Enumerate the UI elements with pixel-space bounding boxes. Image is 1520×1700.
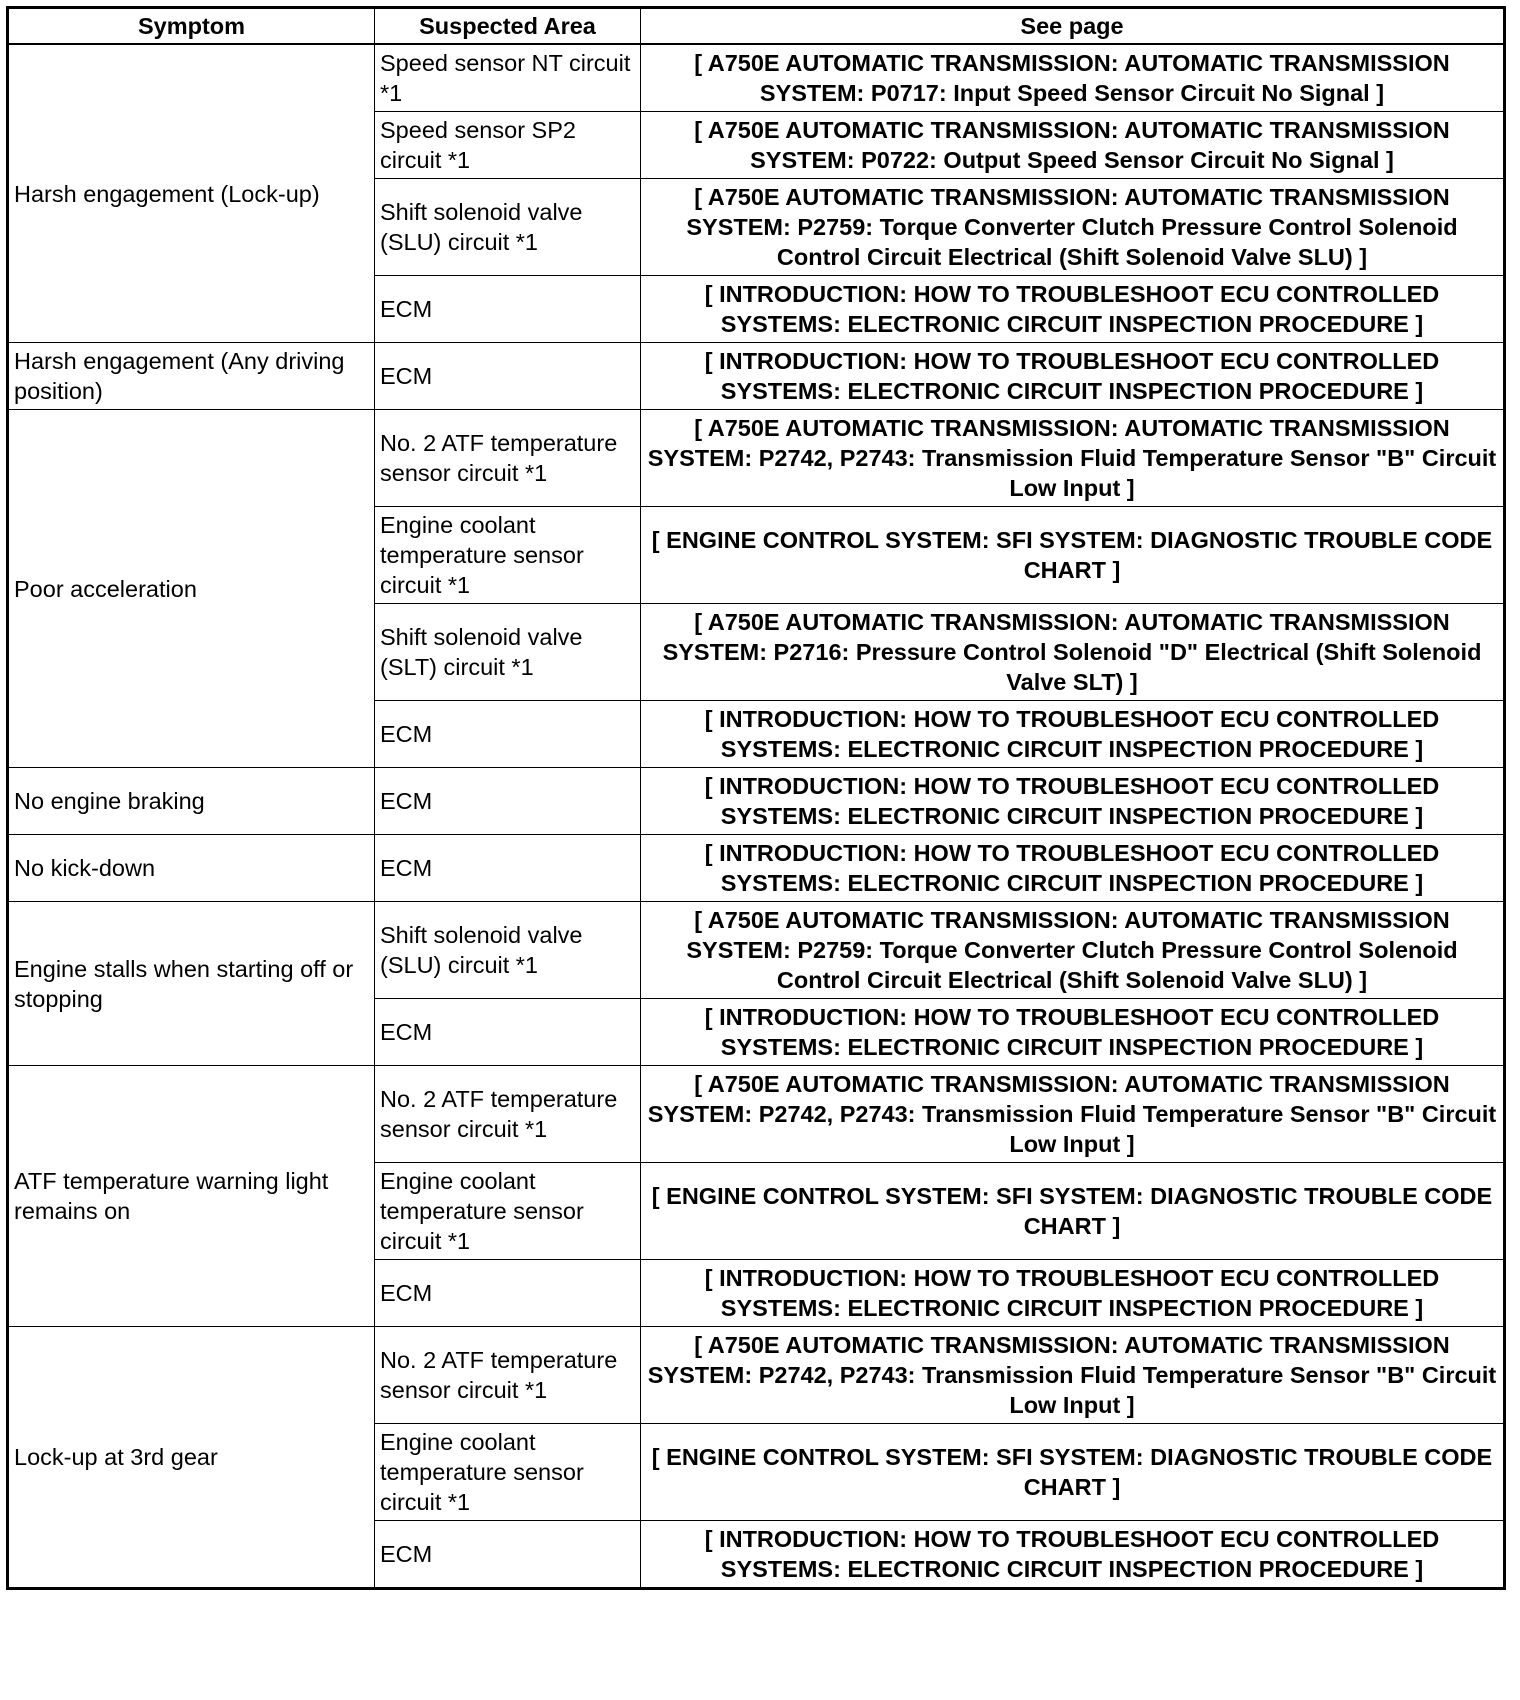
suspected-area-cell: ECM [375, 835, 641, 902]
suspected-area-cell: ECM [375, 768, 641, 835]
see-page-link[interactable]: [ ENGINE CONTROL SYSTEM: SFI SYSTEM: DIAGNOSTIC TROUBLE CODE CHART ] [641, 1163, 1505, 1260]
suspected-area-cell: No. 2 ATF temperature sensor circuit *1 [375, 1327, 641, 1424]
see-page-link[interactable]: [ INTRODUCTION: HOW TO TROUBLESHOOT ECU CONTROLLED SYSTEMS: ELECTRONIC CIRCUIT INSPECTION PROCEDURE ] [641, 1260, 1505, 1327]
suspected-area-cell: Engine coolant temperature sensor circuit *1 [375, 507, 641, 604]
symptom-cell: ATF temperature warning light remains on [8, 1066, 375, 1327]
header-suspected-area: Suspected Area [375, 8, 641, 45]
see-page-link[interactable]: [ INTRODUCTION: HOW TO TROUBLESHOOT ECU CONTROLLED SYSTEMS: ELECTRONIC CIRCUIT INSPECTION PROCEDURE ] [641, 276, 1505, 343]
table-row [8, 1066, 1505, 1163]
see-page-link[interactable]: [ A750E AUTOMATIC TRANSMISSION: AUTOMATIC TRANSMISSION SYSTEM: P2742, P2743: Transmission Fluid Temperature Sensor "B" Circuit Low Input ] [641, 1066, 1505, 1163]
table-row [8, 902, 1505, 999]
header-see-page: See page [641, 8, 1505, 45]
symptom-cell: Harsh engagement (Lock-up) [8, 44, 375, 343]
suspected-area-cell: ECM [375, 1521, 641, 1589]
see-page-link[interactable]: [ ENGINE CONTROL SYSTEM: SFI SYSTEM: DIAGNOSTIC TROUBLE CODE CHART ] [641, 1424, 1505, 1521]
suspected-area-cell: ECM [375, 999, 641, 1066]
symptom-cell: Harsh engagement (Any driving position) [8, 343, 375, 410]
table-row [8, 768, 1505, 835]
see-page-link[interactable]: [ A750E AUTOMATIC TRANSMISSION: AUTOMATIC TRANSMISSION SYSTEM: P0717: Input Speed Sensor Circuit No Signal ] [641, 44, 1505, 112]
see-page-link[interactable]: [ A750E AUTOMATIC TRANSMISSION: AUTOMATIC TRANSMISSION SYSTEM: P2742, P2743: Transmission Fluid Temperature Sensor "B" Circuit Low Input ] [641, 1327, 1505, 1424]
see-page-link[interactable]: [ INTRODUCTION: HOW TO TROUBLESHOOT ECU CONTROLLED SYSTEMS: ELECTRONIC CIRCUIT INSPECTION PROCEDURE ] [641, 1521, 1505, 1589]
see-page-link[interactable]: [ A750E AUTOMATIC TRANSMISSION: AUTOMATIC TRANSMISSION SYSTEM: P0722: Output Speed Sensor Circuit No Signal ] [641, 112, 1505, 179]
see-page-link[interactable]: [ INTRODUCTION: HOW TO TROUBLESHOOT ECU CONTROLLED SYSTEMS: ELECTRONIC CIRCUIT INSPECTION PROCEDURE ] [641, 343, 1505, 410]
see-page-link[interactable]: [ INTRODUCTION: HOW TO TROUBLESHOOT ECU CONTROLLED SYSTEMS: ELECTRONIC CIRCUIT INSPECTION PROCEDURE ] [641, 835, 1505, 902]
see-page-link[interactable]: [ INTRODUCTION: HOW TO TROUBLESHOOT ECU CONTROLLED SYSTEMS: ELECTRONIC CIRCUIT INSPECTION PROCEDURE ] [641, 768, 1505, 835]
see-page-link[interactable]: [ INTRODUCTION: HOW TO TROUBLESHOOT ECU CONTROLLED SYSTEMS: ELECTRONIC CIRCUIT INSPECTION PROCEDURE ] [641, 701, 1505, 768]
table-row [8, 835, 1505, 902]
table-row [8, 44, 1505, 112]
see-page-link[interactable]: [ A750E AUTOMATIC TRANSMISSION: AUTOMATIC TRANSMISSION SYSTEM: P2716: Pressure Control Solenoid "D" Electrical (Shift Solenoid Valve SLT) ] [641, 604, 1505, 701]
symptom-table [6, 6, 1506, 1590]
symptom-cell: No engine braking [8, 768, 375, 835]
suspected-area-cell: Shift solenoid valve (SLU) circuit *1 [375, 902, 641, 999]
header-symptom: Symptom [8, 8, 375, 45]
see-page-link[interactable]: [ A750E AUTOMATIC TRANSMISSION: AUTOMATIC TRANSMISSION SYSTEM: P2759: Torque Converter Clutch Pressure Control Solenoid Control Circuit Electrical (Shift Solenoid Valve SLU) ] [641, 902, 1505, 999]
suspected-area-cell: ECM [375, 343, 641, 410]
suspected-area-cell: Speed sensor NT circuit *1 [375, 44, 641, 112]
see-page-link[interactable]: [ A750E AUTOMATIC TRANSMISSION: AUTOMATIC TRANSMISSION SYSTEM: P2759: Torque Converter Clutch Pressure Control Solenoid Control Circuit Electrical (Shift Solenoid Valve SLU) ] [641, 179, 1505, 276]
suspected-area-cell: Shift solenoid valve (SLT) circuit *1 [375, 604, 641, 701]
suspected-area-cell: Speed sensor SP2 circuit *1 [375, 112, 641, 179]
table-body [8, 44, 1505, 1589]
suspected-area-cell: Shift solenoid valve (SLU) circuit *1 [375, 179, 641, 276]
table-row [8, 410, 1505, 507]
suspected-area-cell: ECM [375, 701, 641, 768]
symptom-cell: Engine stalls when starting off or stopping [8, 902, 375, 1066]
header-row [8, 8, 1505, 45]
see-page-link[interactable]: [ A750E AUTOMATIC TRANSMISSION: AUTOMATIC TRANSMISSION SYSTEM: P2742, P2743: Transmission Fluid Temperature Sensor "B" Circuit Low Input ] [641, 410, 1505, 507]
suspected-area-cell: Engine coolant temperature sensor circuit *1 [375, 1424, 641, 1521]
see-page-link[interactable]: [ INTRODUCTION: HOW TO TROUBLESHOOT ECU CONTROLLED SYSTEMS: ELECTRONIC CIRCUIT INSPECTION PROCEDURE ] [641, 999, 1505, 1066]
suspected-area-cell: ECM [375, 276, 641, 343]
table-row [8, 1327, 1505, 1424]
suspected-area-cell: No. 2 ATF temperature sensor circuit *1 [375, 1066, 641, 1163]
symptom-cell: No kick-down [8, 835, 375, 902]
table-row [8, 343, 1505, 410]
symptom-cell: Poor acceleration [8, 410, 375, 768]
see-page-link[interactable]: [ ENGINE CONTROL SYSTEM: SFI SYSTEM: DIAGNOSTIC TROUBLE CODE CHART ] [641, 507, 1505, 604]
suspected-area-cell: No. 2 ATF temperature sensor circuit *1 [375, 410, 641, 507]
suspected-area-cell: Engine coolant temperature sensor circuit *1 [375, 1163, 641, 1260]
suspected-area-cell: ECM [375, 1260, 641, 1327]
symptom-cell: Lock-up at 3rd gear [8, 1327, 375, 1589]
